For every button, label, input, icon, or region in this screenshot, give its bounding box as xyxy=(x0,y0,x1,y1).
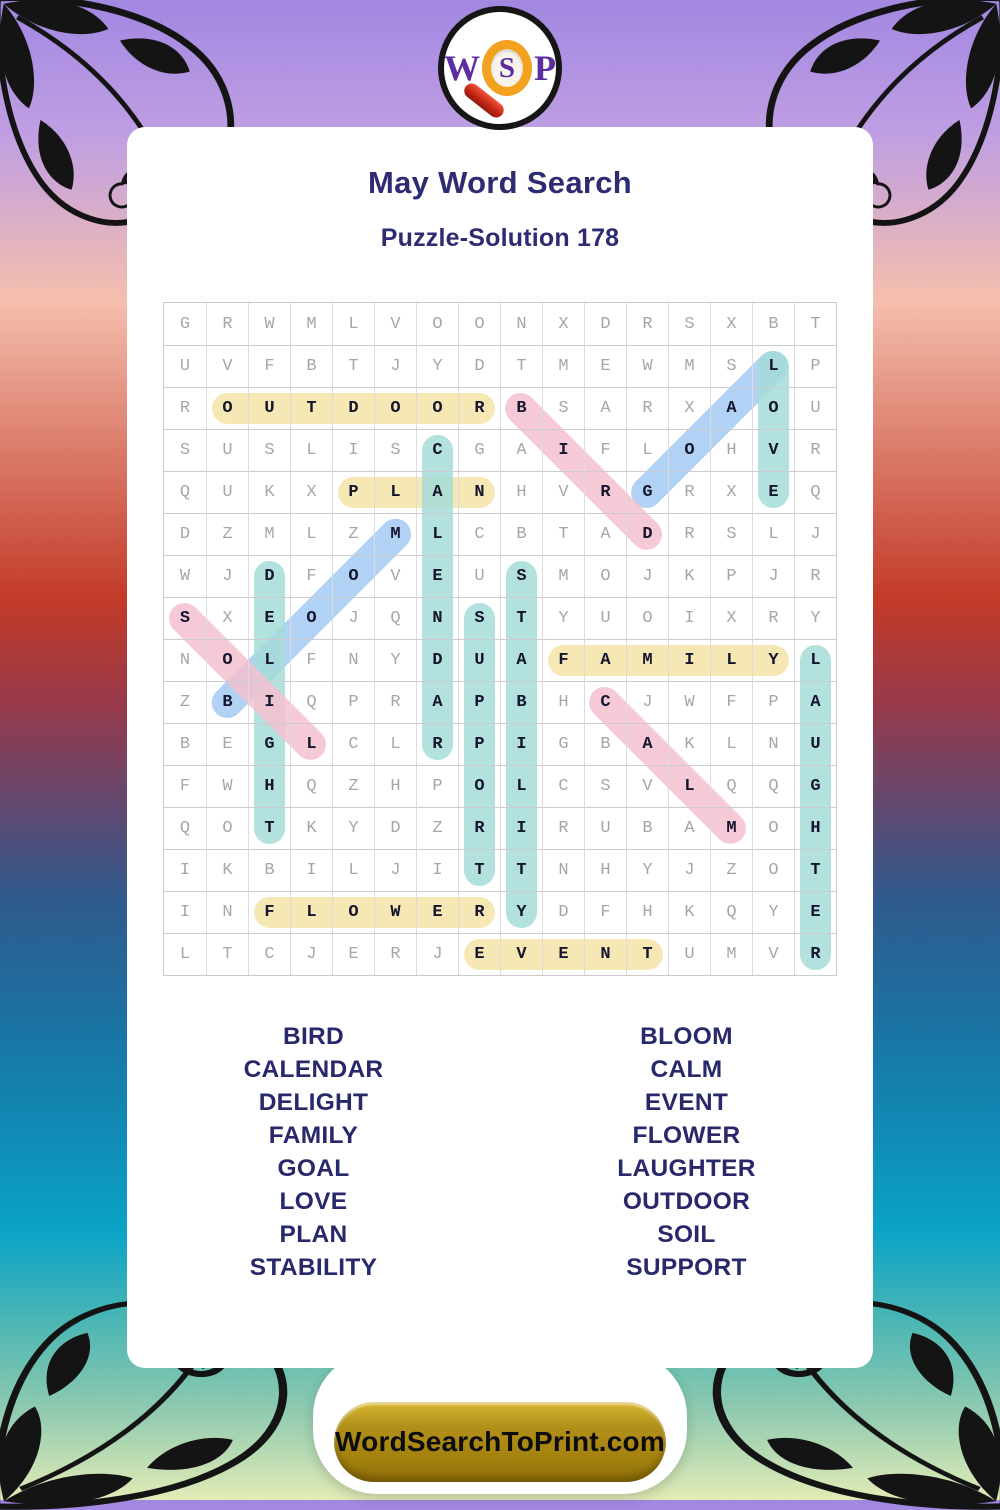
grid-cell: T xyxy=(290,387,332,429)
grid-cell: L xyxy=(164,933,206,975)
grid-cell: S xyxy=(500,555,542,597)
grid-cell: U xyxy=(206,429,248,471)
grid-cell: W xyxy=(248,303,290,345)
grid-cell: G xyxy=(794,765,836,807)
word-item: FAMILY xyxy=(268,1122,359,1149)
word-item: LOVE xyxy=(279,1188,348,1215)
grid-cell: N xyxy=(416,597,458,639)
grid-cell: G xyxy=(626,471,668,513)
grid-cell: Y xyxy=(542,597,584,639)
grid-cell: P xyxy=(710,555,752,597)
grid-cell: X xyxy=(542,303,584,345)
grid-cell: E xyxy=(458,933,500,975)
grid-cell: L xyxy=(290,513,332,555)
grid-cell: J xyxy=(416,933,458,975)
grid-cell: M xyxy=(290,303,332,345)
puzzle-subtitle: Puzzle-Solution 178 xyxy=(380,224,620,252)
grid-cell: S xyxy=(710,345,752,387)
grid-cell: L xyxy=(374,723,416,765)
grid-cell: O xyxy=(458,765,500,807)
word-item: DELIGHT xyxy=(258,1089,369,1116)
grid-cell: P xyxy=(458,723,500,765)
grid-cell: O xyxy=(206,807,248,849)
grid-cell: K xyxy=(668,891,710,933)
grid-cell: O xyxy=(626,597,668,639)
grid-cell: Z xyxy=(416,807,458,849)
grid-cell: U xyxy=(584,807,626,849)
word-item: FLOWER xyxy=(632,1122,741,1149)
grid-cell: X xyxy=(290,471,332,513)
grid-cell: I xyxy=(668,597,710,639)
grid-cell: V xyxy=(374,303,416,345)
grid-cell: V xyxy=(542,471,584,513)
grid-cell: Q xyxy=(752,765,794,807)
grid-cell: B xyxy=(248,849,290,891)
grid-cell: L xyxy=(332,303,374,345)
grid-cell: T xyxy=(500,849,542,891)
grid-cell: R xyxy=(794,555,836,597)
grid-cell: M xyxy=(626,639,668,681)
grid-cell: D xyxy=(458,345,500,387)
grid-cell: H xyxy=(374,765,416,807)
grid-cell: R xyxy=(206,303,248,345)
grid-cell: C xyxy=(248,933,290,975)
grid-cell: J xyxy=(206,555,248,597)
grid-cell: L xyxy=(290,429,332,471)
grid-cell: N xyxy=(332,639,374,681)
grid-cell: F xyxy=(248,345,290,387)
grid-cell: J xyxy=(374,849,416,891)
grid-cell: V xyxy=(374,555,416,597)
grid-cell: S xyxy=(374,429,416,471)
grid-cell: B xyxy=(626,807,668,849)
grid-cell: H xyxy=(248,765,290,807)
grid-cell: D xyxy=(164,513,206,555)
grid-cell: Q xyxy=(290,765,332,807)
word-item: SUPPORT xyxy=(626,1254,747,1281)
word-item: BIRD xyxy=(282,1023,345,1050)
grid-cell: B xyxy=(500,387,542,429)
grid-cell: D xyxy=(332,387,374,429)
grid-cell: X xyxy=(668,387,710,429)
grid-cell: J xyxy=(794,513,836,555)
word-item: BLOOM xyxy=(640,1023,733,1050)
grid-cell: S xyxy=(668,303,710,345)
grid-cell: B xyxy=(500,681,542,723)
grid-cell: L xyxy=(710,639,752,681)
grid-cell: F xyxy=(710,681,752,723)
grid-cell: I xyxy=(542,429,584,471)
grid-cell: W xyxy=(164,555,206,597)
grid-cell: B xyxy=(752,303,794,345)
word-item: GOAL xyxy=(277,1155,350,1182)
grid-cell: M xyxy=(374,513,416,555)
grid-cell: E xyxy=(248,597,290,639)
grid-cell: U xyxy=(248,387,290,429)
grid-cell: Y xyxy=(752,891,794,933)
puzzle-card xyxy=(127,127,873,1368)
grid-cell: J xyxy=(626,681,668,723)
wsp-logo xyxy=(438,6,562,130)
grid-cell: G xyxy=(458,429,500,471)
grid-cell: S xyxy=(542,387,584,429)
grid-cell: N xyxy=(164,639,206,681)
word-item: OUTDOOR xyxy=(622,1188,751,1215)
grid-cell: F xyxy=(290,555,332,597)
grid-cell: I xyxy=(500,723,542,765)
grid-cell: T xyxy=(332,345,374,387)
grid-cell: M xyxy=(710,807,752,849)
grid-cell: K xyxy=(248,471,290,513)
grid-cell: Z xyxy=(164,681,206,723)
grid-cell: F xyxy=(290,639,332,681)
grid-cell: A xyxy=(668,807,710,849)
grid-cell: M xyxy=(542,345,584,387)
grid-cell: B xyxy=(290,345,332,387)
grid-cell: D xyxy=(416,639,458,681)
grid-cell: Y xyxy=(416,345,458,387)
grid-cell: T xyxy=(500,345,542,387)
grid-cell: Q xyxy=(710,891,752,933)
grid-cell: S xyxy=(458,597,500,639)
grid-cell: T xyxy=(206,933,248,975)
grid-cell: V xyxy=(752,933,794,975)
grid-cell: T xyxy=(794,849,836,891)
grid-cell: X xyxy=(710,471,752,513)
grid-cell: Q xyxy=(794,471,836,513)
grid-cell: P xyxy=(332,471,374,513)
grid-cell: Y xyxy=(752,639,794,681)
grid-cell: X xyxy=(710,597,752,639)
grid-cell: Q xyxy=(164,807,206,849)
grid-cell: Q xyxy=(710,765,752,807)
grid-cell: J xyxy=(290,933,332,975)
grid-cell: W xyxy=(374,891,416,933)
grid-cell: T xyxy=(500,597,542,639)
logo-letter-s: S xyxy=(498,51,516,84)
grid-cell: O xyxy=(206,387,248,429)
grid-cell: S xyxy=(584,765,626,807)
grid-cell: N xyxy=(584,933,626,975)
grid-cell: Y xyxy=(500,891,542,933)
grid-cell: M xyxy=(710,933,752,975)
grid-cell: T xyxy=(794,303,836,345)
grid-cell: W xyxy=(206,765,248,807)
grid-cell: D xyxy=(374,807,416,849)
word-item: CALM xyxy=(650,1056,723,1083)
grid-cell: J xyxy=(752,555,794,597)
grid-cell: N xyxy=(500,303,542,345)
grid-cell: I xyxy=(668,639,710,681)
grid-cell: K xyxy=(668,723,710,765)
grid-cell: H xyxy=(542,681,584,723)
grid-cell: R xyxy=(794,933,836,975)
site-badge-button[interactable] xyxy=(334,1402,666,1482)
grid-cell: Y xyxy=(626,849,668,891)
grid-cell: U xyxy=(458,555,500,597)
grid-cell: A xyxy=(500,639,542,681)
grid-cell: O xyxy=(290,597,332,639)
grid-cell: T xyxy=(626,933,668,975)
grid-cell: A xyxy=(584,513,626,555)
grid-cell: L xyxy=(500,765,542,807)
grid-cell: L xyxy=(626,429,668,471)
grid-cell: U xyxy=(206,471,248,513)
grid-cell: O xyxy=(752,387,794,429)
grid-cell: B xyxy=(584,723,626,765)
grid-cell: H xyxy=(584,849,626,891)
grid-cell: R xyxy=(626,387,668,429)
grid-cell: U xyxy=(794,723,836,765)
grid-cell: R xyxy=(374,681,416,723)
grid-cell: H xyxy=(794,807,836,849)
grid-cell: R xyxy=(584,471,626,513)
grid-cell: E xyxy=(206,723,248,765)
grid-cell: A xyxy=(710,387,752,429)
grid-cell: N xyxy=(206,891,248,933)
grid-cell: A xyxy=(416,681,458,723)
word-list-left-column xyxy=(127,1020,500,1284)
grid-cell: W xyxy=(668,681,710,723)
grid-cell: Q xyxy=(164,471,206,513)
grid-cell: A xyxy=(794,681,836,723)
grid-cell: L xyxy=(290,891,332,933)
grid-cell: D xyxy=(542,891,584,933)
grid-cell: O xyxy=(584,555,626,597)
grid-cell: U xyxy=(668,933,710,975)
grid-cell: D xyxy=(626,513,668,555)
grid-cell: L xyxy=(710,723,752,765)
grid-cell: A xyxy=(416,471,458,513)
grid-cell: Z xyxy=(332,513,374,555)
word-item: PLAN xyxy=(279,1221,348,1248)
grid-cell: C xyxy=(458,513,500,555)
grid-cell: L xyxy=(332,849,374,891)
grid-cell: I xyxy=(164,849,206,891)
word-item: STABILITY xyxy=(249,1254,378,1281)
grid-cell: M xyxy=(248,513,290,555)
grid-cell: V xyxy=(752,429,794,471)
grid-cell: E xyxy=(794,891,836,933)
grid-cell: O xyxy=(374,387,416,429)
grid-cell: D xyxy=(584,303,626,345)
word-search-grid xyxy=(163,302,837,976)
grid-cell: R xyxy=(668,471,710,513)
grid-cell: L xyxy=(248,639,290,681)
grid-cell: U xyxy=(458,639,500,681)
grid-cell: J xyxy=(374,345,416,387)
word-item: LAUGHTER xyxy=(617,1155,756,1182)
grid-cell: G xyxy=(248,723,290,765)
grid-cell: V xyxy=(626,765,668,807)
letter-grid xyxy=(164,303,836,975)
grid-cell: A xyxy=(584,639,626,681)
grid-cell: H xyxy=(626,891,668,933)
grid-cell: Q xyxy=(374,597,416,639)
grid-cell: S xyxy=(710,513,752,555)
grid-cell: R xyxy=(458,891,500,933)
grid-cell: O xyxy=(206,639,248,681)
grid-cell: R xyxy=(542,807,584,849)
grid-cell: A xyxy=(626,723,668,765)
grid-cell: I xyxy=(164,891,206,933)
logo-letter-w: W xyxy=(444,48,480,88)
grid-cell: X xyxy=(710,303,752,345)
word-item: SOIL xyxy=(657,1221,716,1248)
grid-cell: J xyxy=(668,849,710,891)
grid-cell: O xyxy=(416,303,458,345)
grid-cell: S xyxy=(248,429,290,471)
grid-cell: C xyxy=(584,681,626,723)
grid-cell: W xyxy=(626,345,668,387)
grid-cell: E xyxy=(752,471,794,513)
grid-cell: Q xyxy=(290,681,332,723)
grid-cell: I xyxy=(290,849,332,891)
grid-cell: I xyxy=(416,849,458,891)
grid-cell: Y xyxy=(332,807,374,849)
grid-cell: G xyxy=(542,723,584,765)
grid-cell: R xyxy=(458,807,500,849)
grid-cell: M xyxy=(668,345,710,387)
grid-cell: B xyxy=(206,681,248,723)
site-badge-label: WordSearchToPrint.com xyxy=(335,1426,665,1457)
grid-cell: E xyxy=(416,555,458,597)
word-item: EVENT xyxy=(644,1089,729,1116)
grid-cell: S xyxy=(164,597,206,639)
grid-cell: C xyxy=(332,723,374,765)
grid-cell: P xyxy=(794,345,836,387)
grid-cell: G xyxy=(179,314,191,334)
grid-cell: R xyxy=(374,933,416,975)
magnifier-icon xyxy=(482,40,532,96)
grid-cell: O xyxy=(332,891,374,933)
grid-cell: Z xyxy=(710,849,752,891)
grid-cell: P xyxy=(752,681,794,723)
word-list xyxy=(127,1020,873,1284)
grid-cell: V xyxy=(500,933,542,975)
grid-cell: O xyxy=(416,387,458,429)
grid-cell: L xyxy=(752,513,794,555)
grid-cell: Z xyxy=(332,765,374,807)
grid-cell: A xyxy=(500,429,542,471)
grid-cell: A xyxy=(584,387,626,429)
grid-cell: V xyxy=(206,345,248,387)
grid-cell: R xyxy=(416,723,458,765)
grid-cell: U xyxy=(584,597,626,639)
grid-cell: K xyxy=(206,849,248,891)
grid-cell: R xyxy=(164,387,206,429)
grid-cell: I xyxy=(500,807,542,849)
word-list-right-column xyxy=(500,1020,873,1284)
grid-cell: F xyxy=(584,891,626,933)
grid-cell: N xyxy=(458,471,500,513)
grid-cell: S xyxy=(164,429,206,471)
grid-cell: L xyxy=(416,513,458,555)
grid-cell: L xyxy=(752,345,794,387)
page-title: May Word Search xyxy=(367,165,633,200)
grid-cell: N xyxy=(752,723,794,765)
grid-cell: O xyxy=(332,555,374,597)
grid-cell: J xyxy=(626,555,668,597)
grid-cell: F xyxy=(248,891,290,933)
grid-cell: L xyxy=(290,723,332,765)
grid-cell: J xyxy=(332,597,374,639)
grid-cell: H xyxy=(500,471,542,513)
grid-cell: E xyxy=(416,891,458,933)
grid-cell: R xyxy=(752,597,794,639)
grid-cell: F xyxy=(164,765,206,807)
grid-cell: F xyxy=(542,639,584,681)
grid-cell: T xyxy=(542,513,584,555)
grid-cell: B xyxy=(164,723,206,765)
grid-cell: O xyxy=(752,807,794,849)
grid-cell: O xyxy=(752,849,794,891)
grid-cell: M xyxy=(542,555,584,597)
grid-cell: E xyxy=(542,933,584,975)
grid-cell: O xyxy=(458,303,500,345)
grid-cell: T xyxy=(248,807,290,849)
grid-cell: C xyxy=(416,429,458,471)
grid-cell: L xyxy=(374,471,416,513)
grid-cell: P xyxy=(416,765,458,807)
grid-cell: P xyxy=(332,681,374,723)
grid-cell: R xyxy=(794,429,836,471)
grid-cell: F xyxy=(584,429,626,471)
grid-cell: H xyxy=(710,429,752,471)
grid-cell: Y xyxy=(374,639,416,681)
grid-cell: P xyxy=(458,681,500,723)
grid-cell: T xyxy=(458,849,500,891)
grid-cell: U xyxy=(164,345,206,387)
grid-cell: D xyxy=(248,555,290,597)
grid-cell: L xyxy=(794,639,836,681)
grid-cell: R xyxy=(668,513,710,555)
grid-cell: K xyxy=(668,555,710,597)
grid-cell: C xyxy=(542,765,584,807)
grid-cell: X xyxy=(206,597,248,639)
grid-cell: I xyxy=(332,429,374,471)
grid-cell: Y xyxy=(794,597,836,639)
word-item: CALENDAR xyxy=(243,1056,384,1083)
logo-letter-p: P xyxy=(534,48,556,88)
grid-cell: U xyxy=(794,387,836,429)
grid-cell: B xyxy=(500,513,542,555)
grid-cell: O xyxy=(668,429,710,471)
grid-cell: R xyxy=(626,303,668,345)
grid-cell: K xyxy=(290,807,332,849)
grid-cell: N xyxy=(542,849,584,891)
grid-cell: Z xyxy=(206,513,248,555)
grid-cell: E xyxy=(584,345,626,387)
grid-cell: R xyxy=(458,387,500,429)
grid-cell: L xyxy=(668,765,710,807)
grid-cell: E xyxy=(332,933,374,975)
grid-cell: I xyxy=(248,681,290,723)
